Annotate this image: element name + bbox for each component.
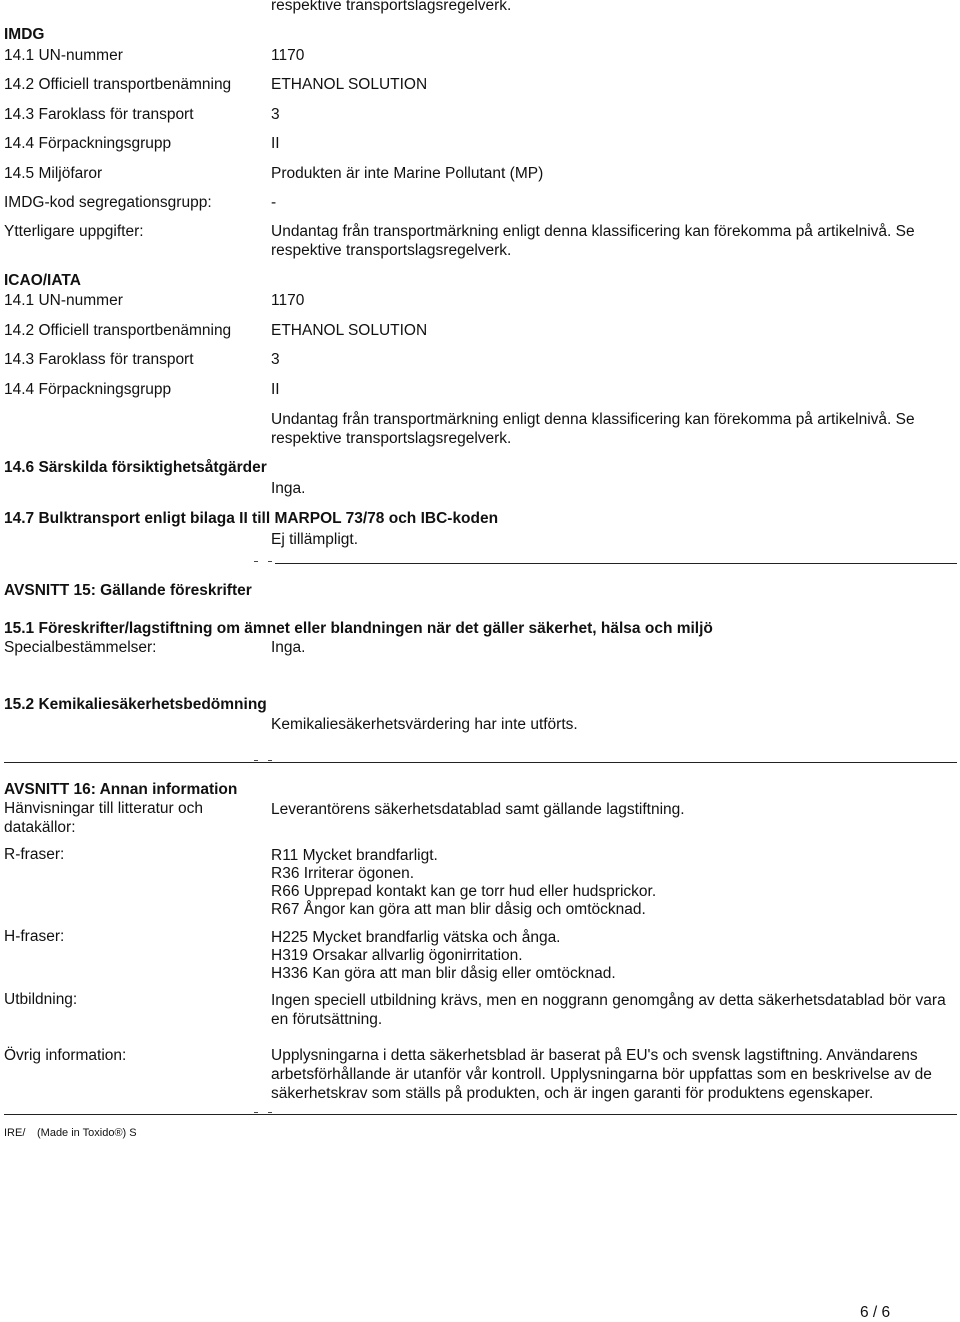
- r-phrase: R66 Upprepad kontakt kan ge torr hud eller hudsprickor.: [271, 883, 657, 900]
- s15-1-heading: 15.1 Föreskrifter/lagstiftning om ämnet eller blandningen när det gäller säkerhet, hälsa och miljö: [4, 620, 713, 637]
- divider-line: [4, 1114, 957, 1115]
- divider-line: [275, 563, 957, 564]
- imdg-extra-label: Ytterligare uppgifter:: [4, 223, 144, 240]
- divider-line: [4, 762, 957, 763]
- icao-un-value: 1170: [271, 292, 305, 309]
- icao-pkg-label: 14.4 Förpackningsgrupp: [4, 381, 172, 398]
- h-phrase: H225 Mycket brandfarlig vätska och ånga.: [271, 929, 561, 946]
- imdg-extra-value: Undantag från transportmärkning enligt denna klassificering kan förekomma på artikelnivå. Se respektive transportslagsregelverk.: [271, 223, 915, 259]
- imdg-un-label: 14.1 UN-nummer: [4, 47, 123, 64]
- icao-un-label: 14.1 UN-nummer: [4, 292, 123, 309]
- r-phrase: R67 Ångor kan göra att man blir dåsig och omtöcknad.: [271, 901, 646, 918]
- s15-2-value: Kemikaliesäkerhetsvärdering har inte utförts.: [271, 716, 578, 733]
- training-label: Utbildning:: [4, 991, 78, 1008]
- icao-name-value: ETHANOL SOLUTION: [271, 322, 428, 339]
- r-phrases-label: R-fraser:: [4, 846, 65, 863]
- footer-made-in: (Made in Toxido®) S: [37, 1127, 137, 1139]
- footer-left: IRE/: [4, 1127, 26, 1139]
- icao-pkg-value: II: [271, 381, 280, 398]
- divider-tick: [268, 561, 272, 562]
- imdg-class-label: 14.3 Faroklass för transport: [4, 106, 194, 123]
- training-value: Ingen speciell utbildning krävs, men en noggrann genomgång av detta säkerhetsdatablad bör vara en förutsättning.: [271, 992, 946, 1028]
- imdg-seg-label: IMDG-kod segregationsgrupp:: [4, 194, 212, 211]
- refs-value: Leverantörens säkerhetsdatablad samt gällande lagstiftning.: [271, 801, 685, 818]
- h-phrases-label: H-fraser:: [4, 928, 65, 945]
- s14-6-value: Inga.: [271, 480, 306, 497]
- continuation-text: respektive transportslagsregelverk.: [271, 0, 512, 14]
- section16-heading: AVSNITT 16: Annan information: [4, 781, 238, 798]
- imdg-pkg-value: II: [271, 135, 280, 152]
- s14-7-value: Ej tillämpligt.: [271, 531, 358, 548]
- divider-tick: [268, 760, 272, 761]
- imdg-env-label: 14.5 Miljöfaror: [4, 165, 103, 182]
- divider-tick: [254, 760, 258, 761]
- section15-heading: AVSNITT 15: Gällande föreskrifter: [4, 582, 252, 599]
- divider-tick: [268, 1112, 272, 1113]
- imdg-env-value: Produkten är inte Marine Pollutant (MP): [271, 165, 544, 182]
- imdg-class-value: 3: [271, 106, 280, 123]
- divider-tick: [254, 1112, 258, 1113]
- other-value: Upplysningarna i detta säkerhetsblad är baserat på EU's och svensk lagstiftning. Användarens arbetsförhållande är utanför vår kontroll. Upplysningarna bör uppfattas som en beskrivelse av de säkerhetskrav som ställs på produkten, och är ingen garanti för produktens egenskaper.: [271, 1047, 932, 1102]
- page-number: 6 / 6: [860, 1304, 891, 1321]
- icao-extra-value: Undantag från transportmärkning enligt denna klassificering kan förekomma på artikelnivå. Se respektive transportslagsregelverk.: [271, 411, 915, 447]
- imdg-seg-value: -: [271, 194, 277, 211]
- icao-class-label: 14.3 Faroklass för transport: [4, 351, 194, 368]
- r-phrase: R36 Irriterar ögonen.: [271, 865, 415, 882]
- h-phrase: H336 Kan göra att man blir dåsig eller omtöcknad.: [271, 965, 616, 982]
- r-phrase: R11 Mycket brandfarligt.: [271, 847, 438, 864]
- other-label: Övrig information:: [4, 1047, 127, 1064]
- icao-heading: ICAO/IATA: [4, 272, 81, 289]
- imdg-name-label: 14.2 Officiell transportbenämning: [4, 76, 232, 93]
- imdg-pkg-label: 14.4 Förpackningsgrupp: [4, 135, 172, 152]
- refs-label: Hänvisningar till litteratur och datakällor:: [4, 800, 204, 836]
- icao-name-label: 14.2 Officiell transportbenämning: [4, 322, 232, 339]
- imdg-heading: IMDG: [4, 26, 45, 43]
- icao-class-value: 3: [271, 351, 280, 368]
- s14-6-heading: 14.6 Särskilda försiktighetsåtgärder: [4, 459, 267, 476]
- s15-2-heading: 15.2 Kemikaliesäkerhetsbedömning: [4, 696, 267, 713]
- imdg-un-value: 1170: [271, 47, 305, 64]
- imdg-name-value: ETHANOL SOLUTION: [271, 76, 428, 93]
- special-value: Inga.: [271, 639, 306, 656]
- divider-tick: [254, 561, 258, 562]
- h-phrase: H319 Orsakar allvarlig ögonirritation.: [271, 947, 523, 964]
- special-label: Specialbestämmelser:: [4, 639, 157, 656]
- s14-7-heading: 14.7 Bulktransport enligt bilaga II till MARPOL 73/78 och IBC-koden: [4, 510, 499, 527]
